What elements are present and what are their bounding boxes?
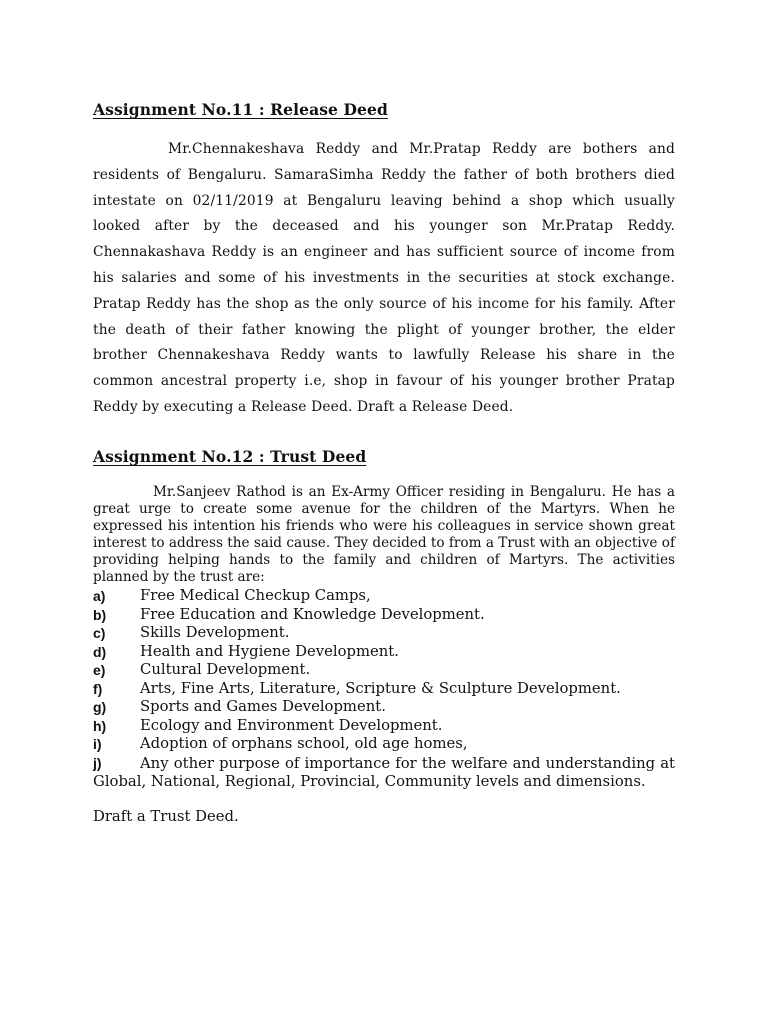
list-marker: d) <box>93 643 107 660</box>
list-item-text: Cultural Development. <box>140 661 311 678</box>
list-marker: h) <box>93 717 107 734</box>
list-item-text: Skills Development. <box>140 624 290 641</box>
list-item <box>93 606 675 625</box>
list-marker: f) <box>93 680 103 697</box>
trust-activities-list <box>93 587 675 792</box>
assignment-11-body: Mr.Chennakeshava Reddy and Mr.Pratap Reddy are bothers and residents of Bengaluru. SamaraSimha Reddy the father of both brothers died intestate on 02/11/2019 at Bengaluru leaving behind a shop which usually looked after by the deceased and his younger son Mr.Pratap Reddy. Chennakashava Reddy is an engineer and has sufficient source of income from his salaries and some of his investments in the securities at stock exchange. Pratap Reddy has the shop as the only source of his income for his family. After the death of their father knowing the plight of younger brother, the elder brother Chennakeshava Reddy wants to lawfully Release his share in the common ancestral property i.e, shop in favour of his younger brother Pratap Reddy by executing a Release Deed. Draft a Release Deed. <box>93 141 675 415</box>
list-marker: j) <box>93 754 102 771</box>
assignment-12-heading: Assignment No.12 : Trust Deed <box>93 447 367 466</box>
list-item <box>93 587 675 606</box>
list-item <box>93 754 675 792</box>
list-item-text: Free Education and Knowledge Development. <box>140 605 485 623</box>
list-item-text: Sports and Games Development. <box>140 698 386 715</box>
list-item <box>93 698 675 717</box>
list-item <box>93 735 675 754</box>
list-item-text: Any other purpose of importance for the welfare and understanding at Global, National, Regional, Provincial, Community levels and dimensions. <box>93 754 675 790</box>
assignment-11-heading: Assignment No.11 : Release Deed <box>93 100 388 119</box>
list-item-text: Arts, Fine Arts, Literature, Scripture & Sculpture Development. <box>140 679 621 697</box>
list-marker: i) <box>93 736 102 752</box>
assignment-12-closing: Draft a Trust Deed. <box>93 808 239 825</box>
list-item <box>93 680 675 699</box>
list-marker: c) <box>93 625 106 641</box>
list-marker: b) <box>93 606 107 623</box>
list-item <box>93 661 675 680</box>
list-item-text: Health and Hygiene Development. <box>140 642 399 660</box>
list-item <box>93 717 675 736</box>
list-item <box>93 624 675 643</box>
list-item-text: Free Medical Checkup Camps, <box>140 587 371 604</box>
list-marker: g) <box>93 699 107 715</box>
list-item-text: Adoption of orphans school, old age homes, <box>140 735 468 752</box>
list-item <box>93 643 675 662</box>
list-marker: e) <box>93 662 106 678</box>
list-item-text: Ecology and Environment Development. <box>140 716 443 734</box>
list-marker: a) <box>93 588 106 604</box>
assignment-12-body: Mr.Sanjeev Rathod is an Ex-Army Officer residing in Bengaluru. He has a great urge to create some avenue for the children of the Martyrs. When he expressed his intention his friends who were his colleagues in service shown great interest to address the said cause. They decided to from a Trust with an objective of providing helping hands to the family and children of Martyrs. The activities planned by the trust are: <box>93 484 675 585</box>
